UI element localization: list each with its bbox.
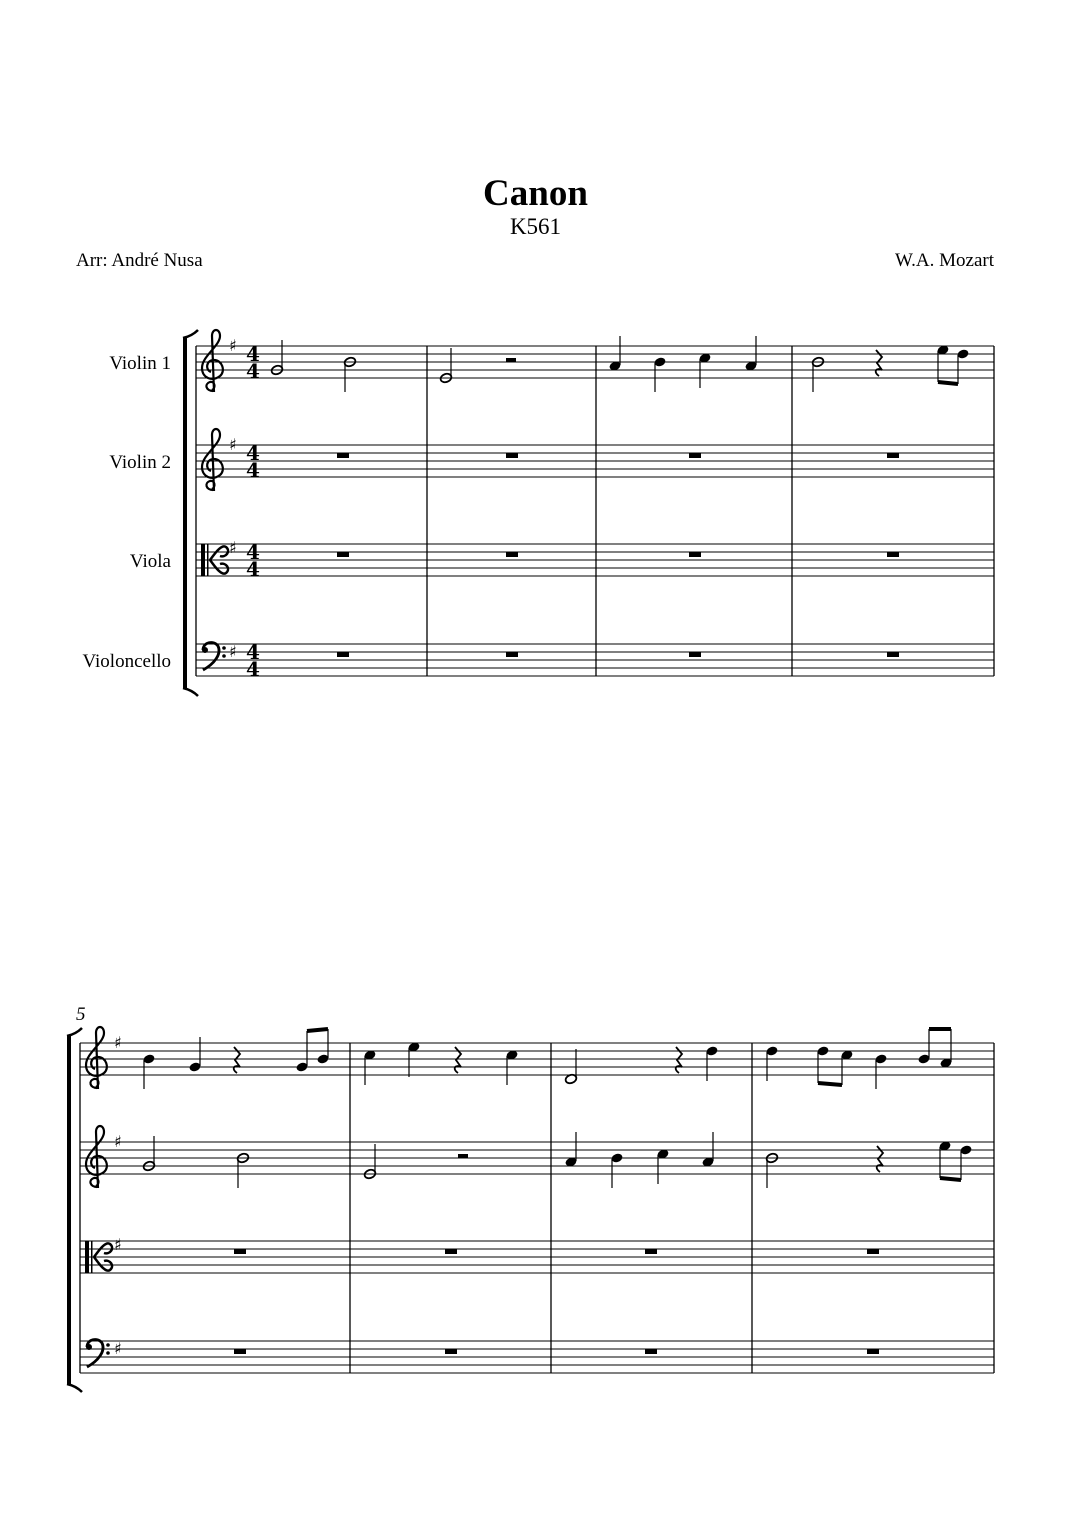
key-signature-sharp: ♯ (114, 1235, 122, 1254)
time-signature-bottom: 4 (246, 557, 260, 581)
key-signature-sharp: ♯ (114, 1033, 122, 1052)
violin-2-notes-measures-5-8 (142, 1132, 972, 1188)
page-title: Canon (483, 173, 588, 214)
key-signature-sharp: ♯ (114, 1339, 122, 1358)
treble-clef-icon (86, 1126, 107, 1188)
staff-violin-1 (196, 346, 994, 378)
staff-violoncello (80, 1341, 994, 1373)
treble-clef-icon (202, 429, 223, 491)
staff-viola (80, 1241, 994, 1273)
violin-1-notes-measures-1-4 (270, 336, 969, 392)
barlines-system-1 (196, 346, 994, 676)
instrument-label-violoncello: Violoncello (82, 651, 171, 672)
system-2 (67, 1004, 994, 1392)
staff-violin-2 (196, 445, 994, 477)
key-signature-sharp: ♯ (229, 336, 237, 355)
arranger-credit: Arr: André Nusa (76, 250, 203, 271)
treble-clef-icon (202, 330, 223, 392)
bass-clef-icon (202, 643, 226, 670)
key-signature-sharp: ♯ (229, 435, 237, 454)
time-signature-bottom: 4 (246, 657, 260, 681)
bass-clef-icon (86, 1340, 110, 1367)
instrument-label-violin-1: Violin 1 (109, 353, 171, 374)
time-signature-bottom: 4 (246, 458, 260, 482)
page-subtitle: K561 (509, 214, 562, 239)
measure-number: 5 (76, 1004, 86, 1025)
key-signature-sharp: ♯ (114, 1132, 122, 1151)
time-signature-top: 4 (246, 441, 260, 465)
instrument-label-violin-2: Violin 2 (109, 452, 171, 473)
time-signature-top: 4 (246, 342, 260, 366)
staff-violin-2 (80, 1142, 994, 1174)
rests-system-1 (337, 453, 899, 657)
staff-violin-1 (80, 1043, 994, 1075)
instrument-label-viola: Viola (129, 551, 171, 572)
key-signature-sharp: ♯ (229, 538, 237, 557)
treble-clef-icon (86, 1027, 107, 1089)
key-signature-sharp: ♯ (229, 642, 237, 661)
staff-viola (196, 544, 994, 576)
time-signature-top: 4 (246, 640, 260, 664)
time-signature-bottom: 4 (246, 359, 260, 383)
system-1 (82, 330, 994, 696)
time-signature-top: 4 (246, 540, 260, 564)
composer-credit: W.A. Mozart (894, 250, 994, 271)
barlines-system-2 (80, 1043, 994, 1373)
staff-violoncello (196, 644, 994, 676)
